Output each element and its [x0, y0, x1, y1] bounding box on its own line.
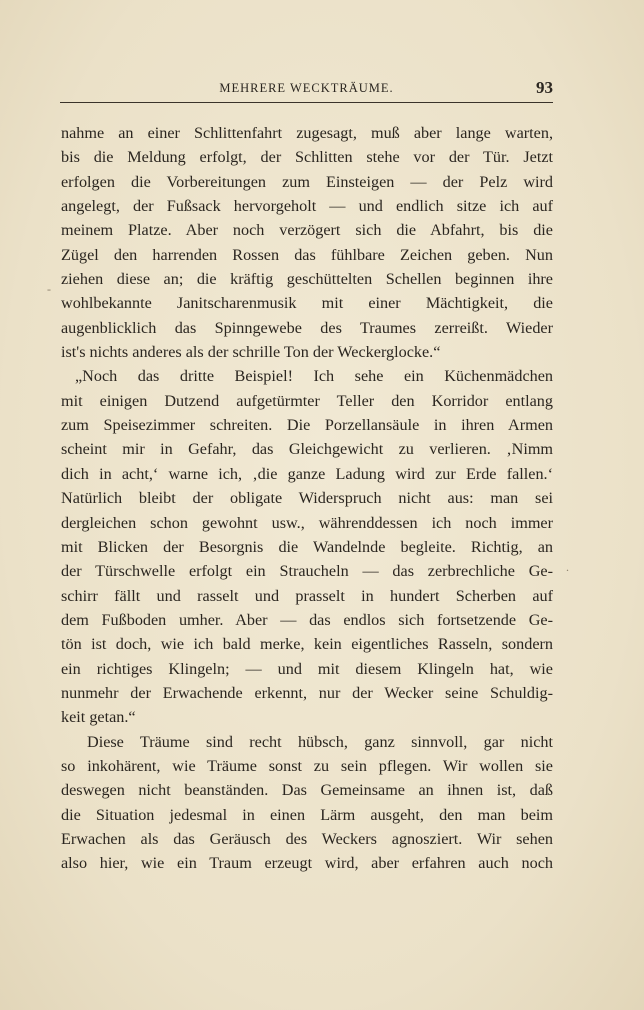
text-line: mit einigen Dutzend aufgetürmter Teller den Korridor entlang [61, 391, 553, 410]
text-line: nahme an einer Schlittenfahrt zugesagt, muß aber lange warten, [61, 124, 553, 142]
text-line: deswegen nicht beanständen. Das Gemeinsame an ihnen ist, daß [61, 781, 553, 800]
text-line: Diese Träume sind recht hübsch, ganz sinnvoll, gar nicht [87, 732, 553, 751]
text-line: mit Blicken der Besorgnis die Wandelnde begleite. Richtig, an [61, 537, 553, 556]
text-line: Zügel den harrenden Rossen das fühlbare Zeichen geben. Nun [61, 245, 553, 264]
text-line: dich in acht,‘ warne ich, ‚die ganze Ladung wird zur Erde fallen.‘ [61, 464, 553, 483]
text-line: also hier, wie ein Traum erzeugt wird, aber erfahren auch noch [61, 854, 553, 873]
text-line: der Türschwelle erfolgt ein Straucheln — das zerbrechliche Ge- [61, 562, 553, 581]
page-number: 93 [536, 78, 553, 97]
text-line: Erwachen als das Geräusch des Weckers agnosziert. Wir sehen [61, 829, 553, 848]
text-line: wohlbekannte Janitscharenmusik mit einer Mächtigkeit, die [61, 294, 553, 313]
text-line: erfolgen die Vorbereitungen zum Einsteigen — der Pelz wird [61, 172, 553, 191]
text-line: ziehen diese an; die kräftig geschüttelten Schellen beginnen ihre [61, 270, 553, 289]
page-header [60, 80, 553, 103]
text-line: angelegt, der Fußsack hervorgeholt — und endlich sitze ich auf [61, 197, 553, 216]
text-line: zum Speisezimmer schreiten. Die Porzellansäule in ihren Armen [61, 416, 553, 435]
text-line: scheint mir in Gefahr, das Gleichgewicht zu verlieren. ‚Nimm [61, 440, 553, 459]
margin-mark: - [47, 282, 51, 296]
text-line: augenblicklich das Spinngewebe des Traumes zerreißt. Wieder [61, 318, 553, 337]
text-line: dem Fußboden umher. Aber — das endlos sich fortsetzende Ge- [61, 610, 553, 629]
text-line: dergleichen schon gewohnt usw., währenddessen ich noch immer [61, 513, 553, 532]
text-line: keit getan.“ [61, 708, 136, 727]
body-text [61, 121, 553, 876]
text-line: ist's nichts anderes als der schrille Ton der Weckerglocke.“ [61, 343, 441, 362]
text-line: bis die Meldung erfolgt, der Schlitten stehe vor der Tür. Jetzt [61, 148, 553, 167]
text-line: „Noch das dritte Beispiel! Ich sehe ein Küchenmädchen [75, 367, 553, 386]
running-head: MEHRERE WECKTRÄUME. [219, 81, 394, 95]
text-line: so inkohärent, wie Träume sonst zu sein pflegen. Wir wollen sie [61, 756, 553, 775]
text-line: die Situation jedesmal in einen Lärm ausgeht, den man beim [61, 805, 553, 824]
text-line: Natürlich bleibt der obligate Widerspruch nicht aus: man sei [61, 489, 553, 508]
text-line: nunmehr der Erwachende erkennt, nur der Wecker seine Schuldig- [61, 683, 553, 702]
margin-mark: . [566, 560, 569, 574]
text-line: tön ist doch, wie ich bald merke, kein eigentliches Rasseln, sondern [61, 635, 553, 654]
text-line: schirr fällt und rasselt und prasselt in hundert Scherben auf [61, 586, 553, 605]
text-line: meinem Platze. Aber noch verzögert sich die Abfahrt, bis die [61, 221, 553, 240]
text-line: ein richtiges Klingeln; — und mit diesem Klingeln hat, wie [61, 659, 553, 678]
